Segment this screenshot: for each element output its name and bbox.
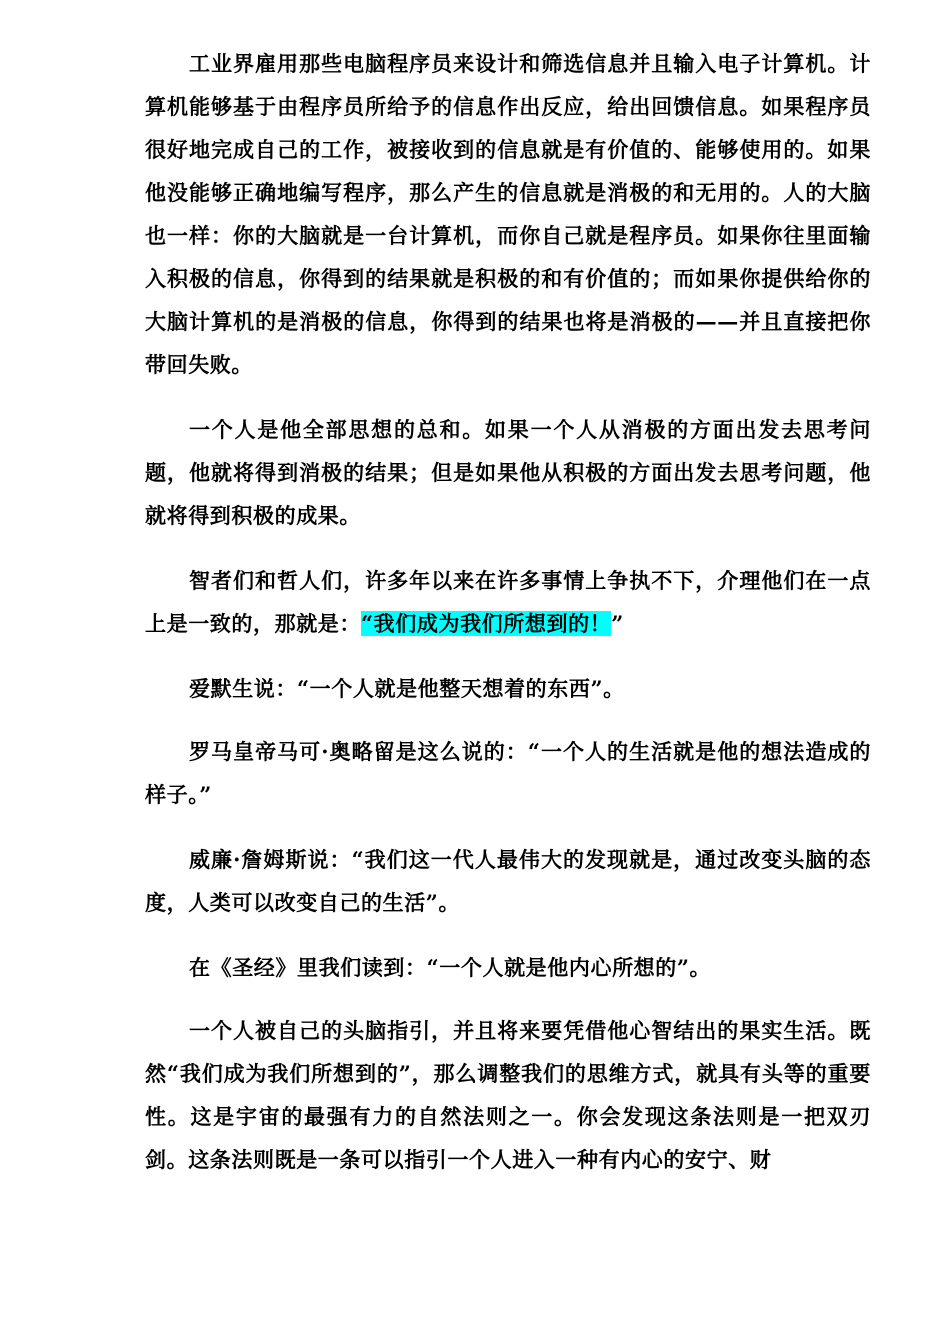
highlighted-quote: “我们成为我们所想到的！ bbox=[361, 611, 612, 636]
paragraph-wise-men-agree bbox=[145, 559, 871, 645]
paragraph-bible-quote: 在《圣经》里我们读到：“一个人就是他内心所想的”。 bbox=[189, 955, 712, 980]
paragraph-mind-guidance: 一个人被自己的头脑指引，并且将来要凭借他心智结出的果实生活。既然“我们成为我们所想到的”，那么调整我们的思维方式，就具有头等的重要性。这是宇宙的最强有力的自然法则之一。你会发现这条法则是一把双刃剑。这条法则既是一条可以指引一个人进入一种有内心的安宁、财 bbox=[145, 1018, 871, 1172]
paragraph-wise-men-text: 智者们和哲人们，许多年以来在许多事情上争执不下，介理他们在一点上是一致的，那就是： bbox=[145, 568, 871, 636]
paragraph-emerson-quote: 爱默生说：“一个人就是他整天想着的东西”。 bbox=[189, 676, 625, 701]
paragraph-wise-men-closing: ” bbox=[611, 611, 624, 636]
paragraph-marcus-aurelius-quote: 罗马皇帝马可·奥略留是这么说的：“一个人的生活就是他的想法造成的样子。” bbox=[145, 739, 871, 807]
paragraph-sum-of-thoughts: 一个人是他全部思想的总和。如果一个人从消极的方面出发去思考问题，他就将得到消极的结果；但是如果他从积极的方面出发去思考问题，他就将得到积极的成果。 bbox=[145, 417, 871, 528]
paragraph-william-james-quote: 威廉·詹姆斯说：“我们这一代人最伟大的发现就是，通过改变头脑的态度，人类可以改变自己的生活”。 bbox=[145, 847, 871, 915]
paragraph-computer-programmer: 工业界雇用那些电脑程序员来设计和筛选信息并且输入电子计算机。计算机能够基于由程序员所给予的信息作出反应，给出回馈信息。如果程序员很好地完成自己的工作，被接收到的信息就是有价值的、能够使用的。如果他没能够正确地编写程序，那么产生的信息就是消极的和无用的。人的大脑也一样：你的大脑就是一台计算机，而你自己就是程序员。如果你往里面输入积极的信息，你得到的结果就是积极的和有价值的；而如果你提供给你的大脑计算机的是消极的信息，你得到的结果也将是消极的——并且直接把你带回失败。 bbox=[145, 51, 871, 377]
document-body bbox=[145, 42, 871, 1203]
